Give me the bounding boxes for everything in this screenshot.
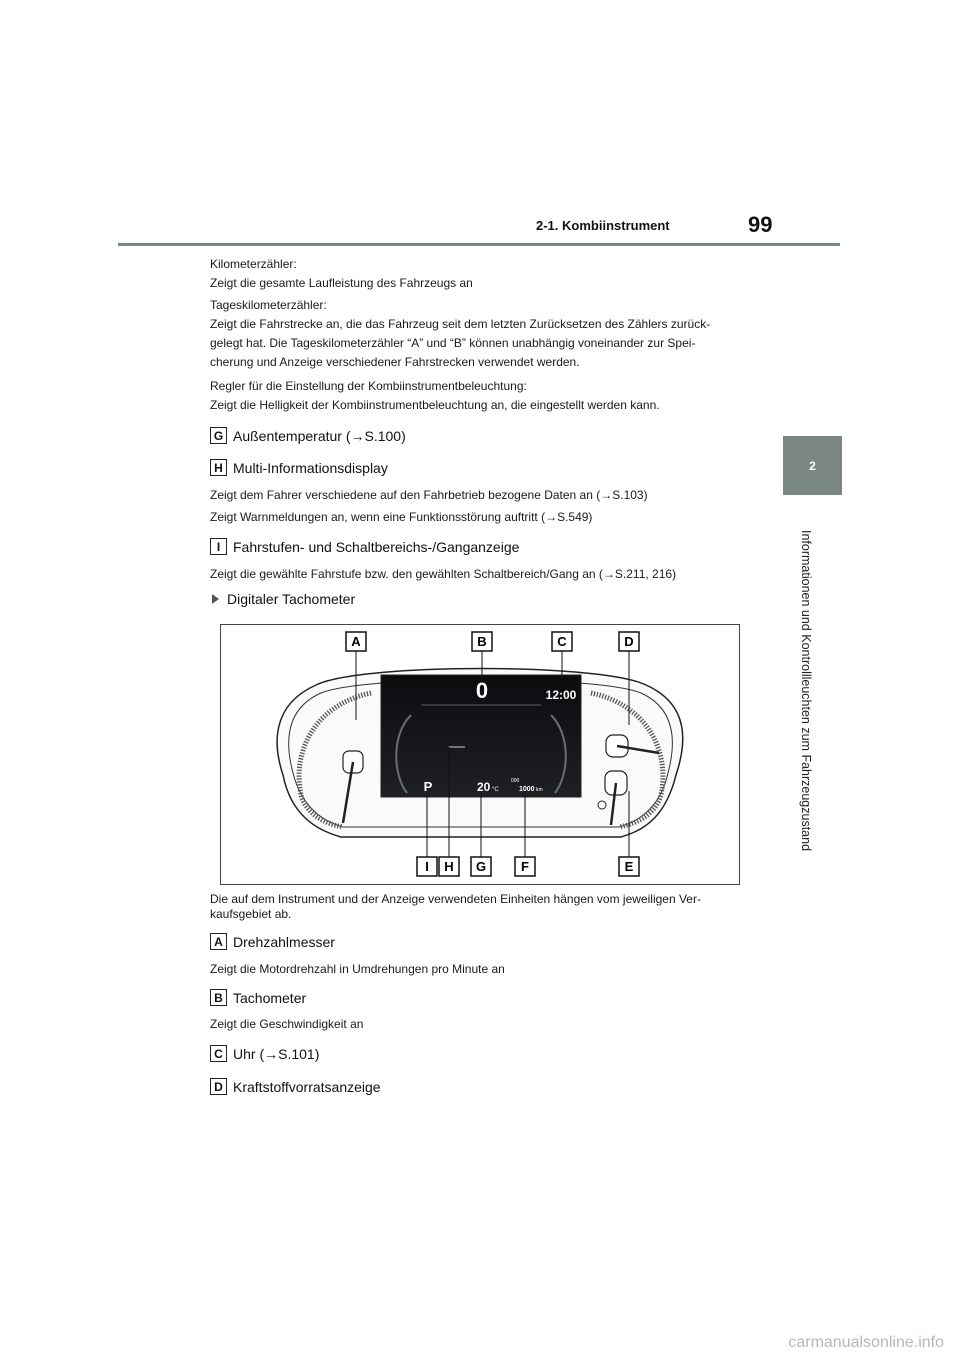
- callout-a: A: [351, 634, 361, 649]
- trip-line: gelegt hat. Die Tageskilometerzähler “A” und “B” können unabhängig voneinander zur Spei-: [210, 336, 696, 350]
- item-title: Fahrstufen- und Schaltbereichs-/Ganganzeige: [233, 538, 520, 555]
- clock-readout: 12:00: [545, 688, 577, 702]
- item-desc: Zeigt die Motordrehzahl in Umdrehungen pro Minute an: [210, 962, 505, 976]
- chapter-tab: 2: [783, 436, 842, 495]
- callout-c: C: [557, 634, 567, 649]
- item-desc: Zeigt die Geschwindigkeit an: [210, 1017, 364, 1031]
- badge-h: H: [210, 459, 227, 476]
- callout-g: G: [475, 859, 487, 874]
- subsection-title: Digitaler Tachometer: [227, 591, 356, 607]
- callout-h: H: [444, 859, 454, 874]
- callout-f: F: [521, 859, 529, 874]
- item-d: [210, 1078, 381, 1095]
- odo-readout: 1000: [519, 786, 535, 793]
- chapter-label: Informationen und Kontrollleuchten zum Fahrzeugzustand: [799, 530, 813, 852]
- item-g: [210, 427, 406, 444]
- item-title: Uhr (→S.101): [233, 1045, 320, 1062]
- subsection-heading: [212, 591, 355, 607]
- item-title: Tachometer: [233, 989, 307, 1006]
- triangle-bullet-icon: [212, 594, 219, 604]
- callout-e: E: [624, 859, 634, 874]
- item-desc: Zeigt dem Fahrer verschiedene auf den Fahrbetrieb bezogene Daten an (→S.103): [210, 488, 648, 502]
- item-title: Drehzahlmesser: [233, 933, 335, 950]
- trip-line: Zeigt die Fahrstrecke an, die das Fahrzeug seit dem letzten Zurücksetzen des Zählers zurück-: [210, 317, 711, 331]
- figure-note: Die auf dem Instrument und der Anzeige verwendeten Einheiten hängen vom jeweiligen Ver-kaufsgebiet ab.: [210, 892, 701, 921]
- item-b: [210, 989, 306, 1006]
- badge-a: A: [210, 933, 227, 950]
- callout-i: I: [425, 859, 429, 874]
- badge-b: B: [210, 989, 227, 1006]
- speed-readout: 0: [475, 678, 489, 703]
- instrument-cluster-figure: [220, 624, 740, 885]
- item-desc: Zeigt die gewählte Fahrstufe bzw. den gewählten Schaltbereich/Gang an (→S.211, 216): [210, 567, 677, 581]
- odometer-title: Kilometerzähler:: [210, 257, 297, 271]
- indicator-light: [598, 801, 606, 809]
- item-h: [210, 459, 388, 476]
- header-rule: [118, 243, 840, 246]
- cluster-illustration: [221, 625, 739, 884]
- item-title: Kraftstoffvorratsanzeige: [233, 1078, 381, 1095]
- dimmer-desc: Zeigt die Helligkeit der Kombiinstrumentbeleuchtung an, die eingestellt werden kann.: [210, 398, 660, 412]
- badge-i: I: [210, 538, 227, 555]
- gear-readout: P: [423, 779, 433, 794]
- item-a: [210, 933, 335, 950]
- temp-unit: °C: [492, 787, 499, 793]
- trip-line: cherung und Anzeige verschiedener Fahrstrecken verwendet werden.: [210, 355, 580, 369]
- trip-title: Tageskilometerzähler:: [210, 298, 327, 312]
- item-desc: Zeigt Warnmeldungen an, wenn eine Funktionsstörung auftritt (→S.549): [210, 510, 593, 524]
- temp-readout: 20: [477, 780, 491, 794]
- odo-unit: km: [536, 787, 543, 793]
- odo-small-readout: 000: [511, 778, 520, 784]
- item-i: [210, 538, 519, 555]
- dimmer-title: Regler für die Einstellung der Kombiinstrumentbeleuchtung:: [210, 379, 527, 393]
- watermark: carmanualsonline.info: [788, 1334, 944, 1351]
- badge-c: C: [210, 1045, 227, 1062]
- callout-b: B: [477, 634, 487, 649]
- item-title: Multi-Informationsdisplay: [233, 459, 388, 476]
- item-c: [210, 1045, 319, 1062]
- page-number: 99: [748, 212, 773, 237]
- badge-g: G: [210, 427, 227, 444]
- badge-d: D: [210, 1078, 227, 1095]
- odometer-desc: Zeigt die gesamte Laufleistung des Fahrzeugs an: [210, 276, 473, 290]
- callout-d: D: [624, 634, 634, 649]
- section-title: 2-1. Kombiinstrument: [536, 218, 670, 233]
- item-title: Außentemperatur (→S.100): [233, 427, 406, 444]
